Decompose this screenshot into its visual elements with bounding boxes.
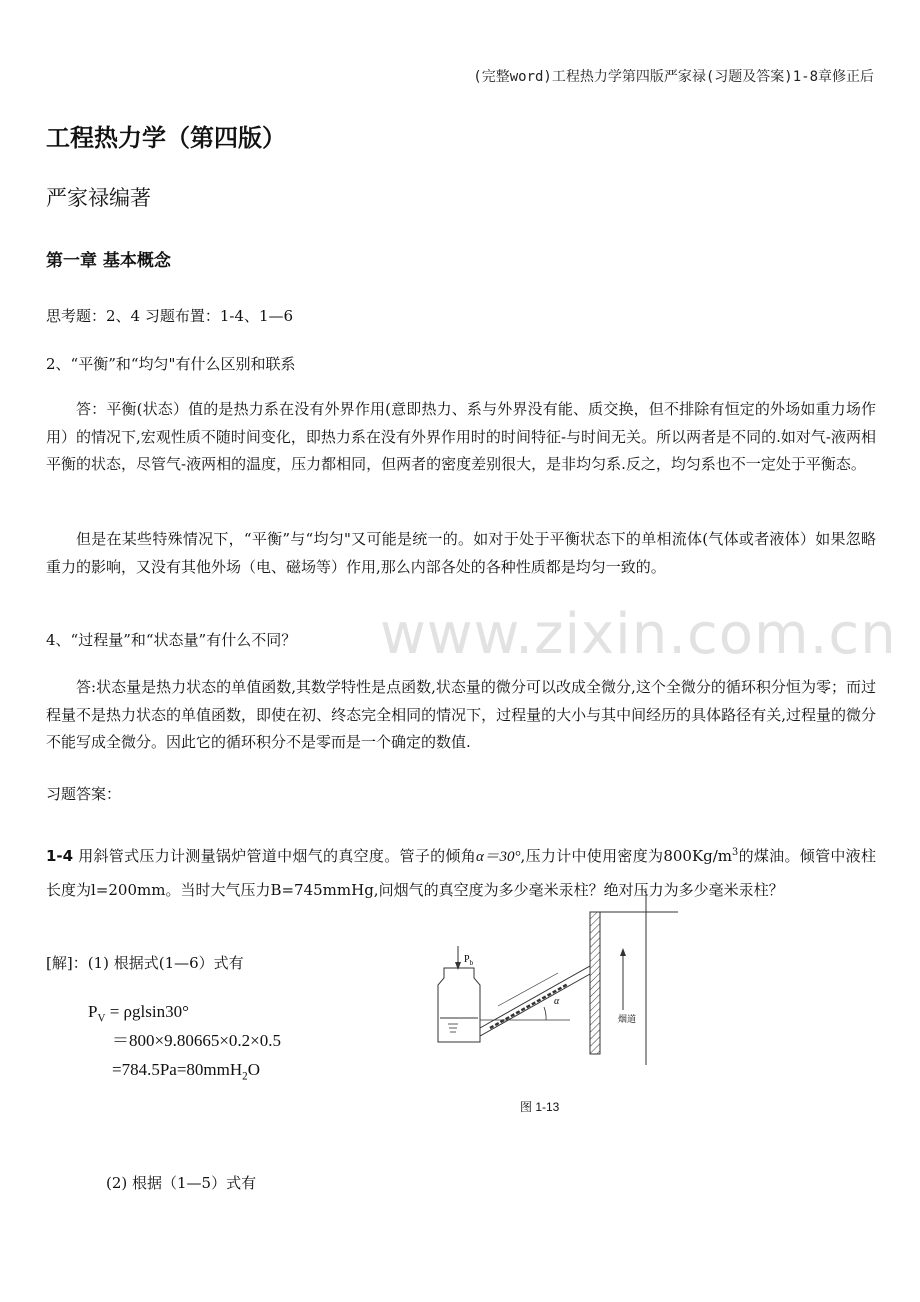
inclined-manometer-figure [428,890,688,1065]
eq-p-sub: V [97,1012,106,1025]
question-2: 2、“平衡”和“均匀"有什么区别和联系 [46,355,296,373]
problem-text-b: ,压力计中使用密度为800Kg/m [520,847,733,865]
eq-rhs: = ρglsin30° [105,1002,189,1021]
flue-wall-left [590,912,600,1054]
solution-step-2: (2) 根据（1—5）式有 [106,1174,257,1192]
problem-alpha: α＝30° [476,849,521,865]
answers-heading: 习题答案： [46,785,122,803]
answer-4-paragraph: 答:状态量是热力状态的单值函数,其数学特性是点函数,状态量的微分可以改成全微分,这个全微分的循环积分恒为零；而过程量不是热力状态的单值函数，即使在初、终态完全相同的情况下，过程量的大小与其中间经历的具体路径有关,过程量的微分不能写成全微分。因此它的循环积分不是零而是一个确定的数值. [46,678,876,751]
eq3-main: =784.5Pa=80mmH [112,1060,243,1079]
alpha-label: α [554,996,560,1007]
problem-text-c: 的煤油。倾管中液柱长度为l=200mm。当时大气压力B=745mmHg,问烟气的真空度为多少毫米汞柱？绝对压力为多少毫米汞柱？ [46,847,876,899]
eq3-sub: 2 [242,1070,248,1083]
watermark: www.zixin.com.cn [380,602,897,667]
eq-p: P [88,1002,98,1021]
equation-line-2: ＝800×9.80665×0.2×0.5 [112,1031,282,1050]
problem-sup: 3 [732,847,739,858]
answer-2-paragraph-2: 但是在某些特殊情况下，“平衡”与“均匀"又可能是统一的。如对于处于平衡状态下的单相流体(气体或者液体）如果忽略重力的影响，又没有其他外场（电、磁场等）作用,那么内部各处的各种性质都是均匀一致的。 [46,530,876,576]
flow-arrow-head [620,948,626,956]
equation-line-3 [112,1055,260,1091]
page-title: 工程热力学（第四版） [46,124,286,152]
chapter-heading: 第一章 基本概念 [46,251,171,271]
assignment-line: 思考题：2、4 习题布置：1-4、1—6 [46,307,294,325]
question-4: 4、“过程量”和“状态量”有什么不同？ [46,631,297,649]
angle-arc [544,1007,546,1020]
eq3-end: O [247,1060,260,1079]
answer-2-paragraph-1: 答：平衡(状态）值的是热力系在没有外界作用(意即热力、系与外界没有能、质交换，但不排除有恒定的外场如重力场作用）的情况下,宏观性质不随时间变化，即热力系在没有外界作用时的时间特征-与时间无关。所以两者是不同的.如对气-液两相平衡的状态，尽管气-液两相的温度，压力都相同，但两者的密度差别很大，是非均匀系.反之，均匀系也不一定处于平衡态。 [46,400,876,473]
reservoir [438,968,480,1042]
problem-number: 1-4 [46,847,74,865]
author-line: 严家禄编著 [46,186,151,210]
page-header: (完整word)工程热力学第四版严家禄(习题及答案)1-8章修正后 [473,69,874,85]
solution-intro: [解]：(1) 根据式(1—6）式有 [46,954,244,972]
pb-label: $P_b$ [464,954,474,967]
flue-label: 烟道 [618,1015,637,1025]
problem-text-a: 用斜管式压力计测量锅炉管道中烟气的真空度。管子的倾角 [78,847,477,865]
figure-caption: 图 1-13 [520,1100,560,1114]
